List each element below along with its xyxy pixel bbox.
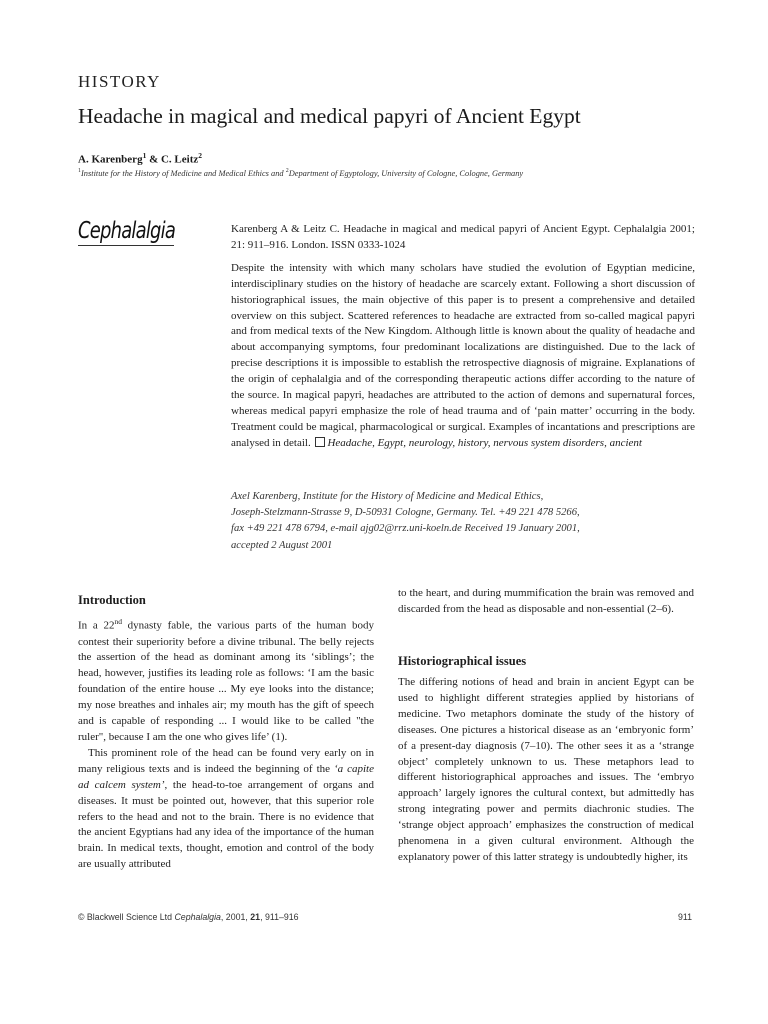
historiographical-heading: Historiographical issues: [398, 654, 527, 668]
affil-mark-2: 2: [285, 168, 289, 174]
article-title: Headache in magical and medical papyri of Ancient Egypt: [78, 104, 581, 128]
keywords: Headache, Egypt, neurology, history, nervous system disorders, ancient: [327, 436, 642, 449]
right-column-continuation: [398, 586, 694, 618]
footer-pages: , 911–916: [260, 912, 299, 922]
intro-p2-rest: , the head-to-toe arrangement of organs and diseases. It must be pointed out, however, that this superior role refers to the head and not to the brain. There is no evidence that the ancient Egyptians had any idea of the importance of the human brain. In medical texts, thought, emotion and control of the body are usually attributed: [78, 778, 374, 871]
correspondence-line: Axel Karenberg, Institute for the History of Medicine and Medical Ethics,: [231, 491, 544, 502]
author-2: & C. Leitz: [149, 153, 199, 166]
author-1-affil-mark: 1: [142, 151, 147, 160]
journal-logo-text: Cephalalgia: [78, 218, 176, 244]
journal-logo: [78, 218, 174, 246]
author-1: A. Karenberg: [78, 153, 143, 166]
affil-1: Institute for the History of Medicine and Medical Ethics and: [81, 168, 286, 178]
footer-copyright: [78, 912, 299, 922]
intro-p2-start: This prominent role of the head can be found very early on in many religious texts and is indeed the beginning of the: [78, 746, 374, 775]
right-column: [398, 675, 694, 866]
abstract-body: [231, 261, 695, 452]
author-list: [78, 151, 202, 166]
logo-underline: [78, 245, 174, 246]
correspondence-line: accepted 2 August 2001: [231, 539, 333, 551]
intro-p2-italic: ‘a capite ad calcem system’: [78, 762, 374, 791]
intro-paragraph-2: [78, 746, 374, 873]
intro-p1-rest: dynasty fable, the various parts of the human body contest their superiority before a divine tribunal. The belly rejects the assertion of the head as dominant among its ‘siblings’; the head, however, justifies its leading role as follows: ‘I am the basic foundation of the entire house ... My eye looks into the distance; my nose breathes and inhales air; my mouth has the gift of speech and is capable of responding ... I would like to be called "the ruler", because I am the one who gives life’ (1).: [78, 619, 375, 743]
keywords-box-icon: [315, 437, 325, 447]
affiliations: [78, 168, 523, 178]
author-2-affil-mark: 2: [198, 151, 203, 160]
correspondence-line: Joseph-Stelzmann-Strasse 9, D-50931 Cologne, Germany. Tel. +49 221 478 5266,: [231, 507, 580, 519]
page-number: 911: [678, 912, 693, 922]
footer-copyright-text: © Blackwell Science Ltd: [78, 912, 175, 922]
left-column: [78, 614, 374, 873]
continued-paragraph: to the heart, and during mummification the brain was removed and discarded from the head as disposable and non-essential (2–6).: [398, 587, 694, 615]
abstract: [231, 222, 695, 452]
affil-mark-1: 1: [78, 168, 81, 174]
historiographical-paragraph: The differing notions of head and brain in ancient Egypt can be used to highlight different strategies applied by historians of medicine. Two metaphors dominate the study of the history of diseases. One pictures a historical disease as an ‘embryonic form’ of a present-day diagnosis (7–10). The other sees it as a ‘strange object’ completely unknown to us. These metaphors lead to different historiographical approaches and issues. The ‘embryo approach’ largely ignores the cultural context, but admittedly has strong integrating power and permits diachronic studies. The ‘strange object approach’ emphasizes the construction of medical phenomena in a given cultural environment. Although the explanatory power of this latter strategy is undoubtedly higher, its: [398, 676, 694, 863]
footer-volume: 21: [250, 912, 261, 922]
abstract-text: Despite the intensity with which many scholars have studied the evolution of Egyptian medicine, interdisciplinary studies on the history of headache are scarcely extant. Following a short discussion of historiographical issues, the main objective of this paper is to present a comprehensive and detailed overview on this subject. Scattered references to headache are extracted from so-called magical papyri and from medical texts of the New Kingdom. Although little is known about the quality of headache and about accompanying symptoms, four predominant localizations are distinguished. Due to the lack of precise descriptions it is impossible to establish the retrospective diagnosis of migraine. Explanations of the origin of cephalalgia and of the corresponding therapeutic actions differ according to the nature of the source. In magical papyri, headaches are attributed to the action of demons and supernatural forces, whereas medical papyri emphasize the role of head trauma and of ‘pain matter’ occurring in the body. Treatment could be magical, pharmacological or surgical. Examples of incantations and prescriptions are analysed in detail.: [231, 261, 695, 449]
footer-year: , 2001,: [220, 912, 251, 922]
section-label: HISTORY: [78, 72, 161, 91]
footer-journal: Cephalalgia: [174, 912, 221, 922]
intro-paragraph-1: [78, 614, 374, 746]
intro-p1-start: In a 22: [78, 619, 115, 632]
introduction-heading: Introduction: [78, 593, 146, 607]
affil-2: Department of Egyptology, University of Cologne, Cologne, Germany: [288, 168, 524, 178]
citation: Karenberg A & Leitz C. Headache in magical and medical papyri of Ancient Egypt. Cephalalgia 2001; 21: 911–916. London. ISSN 0333-1024: [231, 223, 695, 251]
intro-p1-sup: nd: [114, 617, 122, 626]
correspondence: [231, 489, 695, 554]
correspondence-line: fax +49 221 478 6794, e-mail ajg02@rrz.uni-koeln.de Received 19 January 2001,: [231, 523, 580, 535]
